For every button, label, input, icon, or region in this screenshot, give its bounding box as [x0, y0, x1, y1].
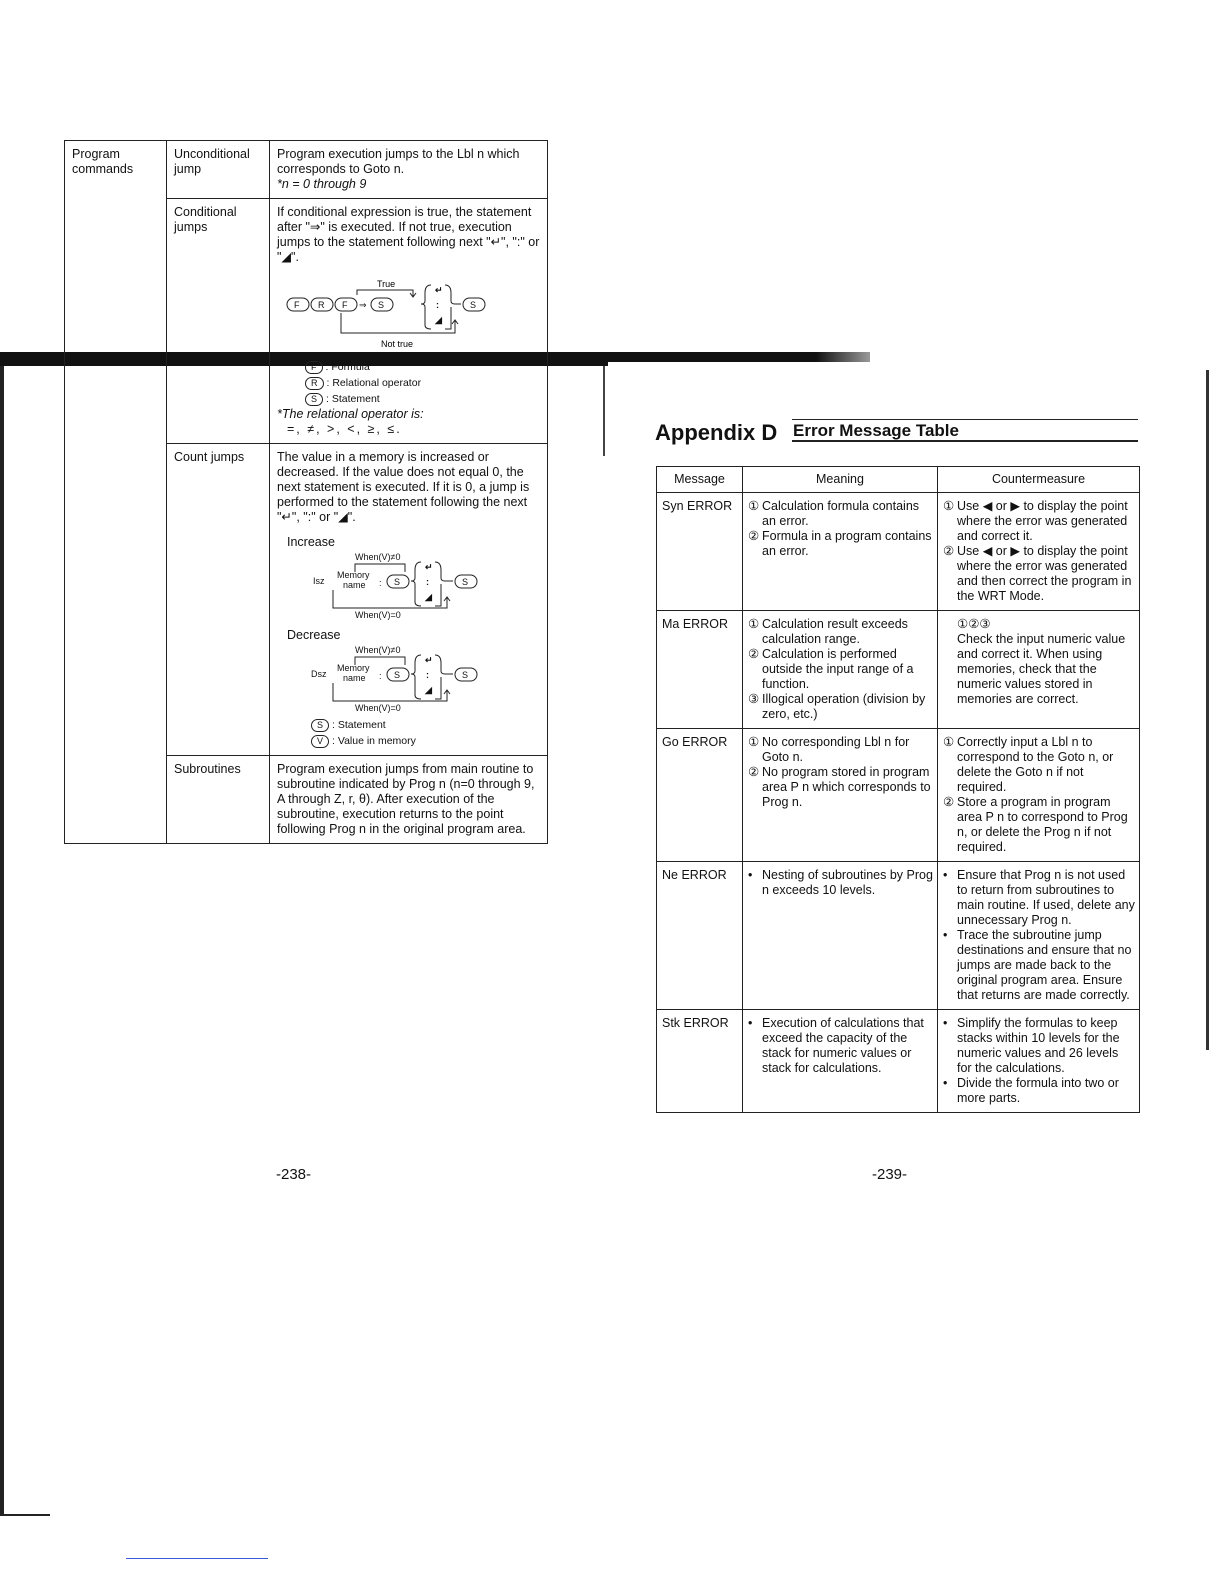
- error-meaning: [743, 729, 938, 862]
- svg-text:S: S: [462, 670, 469, 680]
- item-text: Store a program in program area P n to correspond to Prog n, or delete the Prog n if not required.: [957, 795, 1128, 854]
- svg-text:◢: ◢: [425, 592, 432, 602]
- legend-text: Statement: [331, 393, 380, 405]
- svg-text::: :: [379, 578, 382, 588]
- error-meaning: [743, 493, 938, 611]
- item-text: No program stored in program area P n which corresponds to Prog n.: [762, 765, 931, 809]
- list-item: [943, 617, 1135, 632]
- svg-text:S: S: [470, 300, 477, 310]
- table-row: [657, 862, 1140, 1010]
- bullet-marker: ①: [943, 499, 955, 513]
- bullet-marker: ②: [748, 647, 760, 661]
- table-row: [65, 141, 548, 199]
- error-message: Syn ERROR: [657, 493, 743, 611]
- list-item: [943, 499, 1135, 544]
- when-not-zero-label: When(V)≠0: [355, 552, 401, 562]
- error-message: Go ERROR: [657, 729, 743, 862]
- svg-text::: :: [426, 670, 429, 680]
- bullet-marker: [943, 617, 957, 632]
- list-item: [748, 692, 933, 722]
- when-zero-label: When(V)=0: [355, 703, 401, 713]
- item-text: ①②③: [957, 617, 991, 631]
- right-edge-rule: [1206, 370, 1209, 1050]
- dsz-diagram: [277, 643, 517, 713]
- command-name: Count jumps: [167, 444, 270, 756]
- command-name: Unconditional jump: [167, 141, 270, 199]
- error-message: Ne ERROR: [657, 862, 743, 1010]
- diagram-not-true-label: Not true: [381, 339, 414, 349]
- bullet-marker: ②: [943, 544, 955, 558]
- name-label: name: [343, 673, 366, 683]
- note-text: *The relational operator is:: [277, 407, 424, 421]
- item-text: Use ◀ or ▶ to display the point where the error was generated and correct it.: [957, 499, 1128, 543]
- note-text: *n = 0 through 9: [277, 177, 367, 191]
- list-item: [943, 1016, 1135, 1076]
- page-title: Appendix D: [655, 420, 778, 445]
- page-subtitle: Error Message Table: [793, 421, 959, 440]
- legend-item: S : Statement: [311, 717, 540, 733]
- key-icon: R: [305, 377, 324, 390]
- command-description: Program execution jumps from main routine to subroutine indicated by Prog n (n=0 through 9, A through Z, r, θ). After execution of the subroutine, execution returns to the point following Prog n in the original program area.: [270, 756, 548, 844]
- key-icon: V: [311, 735, 329, 748]
- bullet-marker: •: [943, 928, 948, 942]
- list-item: [943, 1076, 1135, 1106]
- header-message: Message: [657, 467, 743, 493]
- bullet-marker: ①: [748, 499, 760, 513]
- key-icon: S: [305, 393, 323, 406]
- item-text: Formula in a program contains an error.: [762, 529, 932, 558]
- svg-text:S: S: [394, 577, 401, 587]
- error-countermeasure: [938, 862, 1140, 1010]
- command-name: Subroutines: [167, 756, 270, 844]
- svg-text:S: S: [462, 577, 469, 587]
- error-message: Ma ERROR: [657, 611, 743, 729]
- dsz-label: Dsz: [311, 669, 327, 679]
- increase-label: Increase: [287, 535, 335, 549]
- legend-list: [305, 359, 540, 407]
- command-description: [270, 199, 548, 444]
- svg-text::: :: [379, 671, 382, 681]
- svg-text:S: S: [394, 670, 401, 680]
- table-row: [657, 493, 1140, 611]
- legend-text: Relational operator: [332, 377, 422, 389]
- conditional-jump-diagram: [285, 273, 525, 351]
- legend-text: Formula: [331, 361, 370, 373]
- svg-text::: :: [426, 577, 429, 587]
- svg-text:↵: ↵: [425, 562, 433, 572]
- table-row: [657, 1010, 1140, 1113]
- legend-list: [311, 717, 540, 749]
- item-text: Check the input numeric value and correct it. When using memories, check that the numeric values stored in memories are correct.: [957, 632, 1126, 706]
- item-text: Illogical operation (division by zero, etc.): [762, 692, 926, 721]
- header-row: [657, 467, 1140, 493]
- key-icon: S: [311, 719, 329, 732]
- title-rule-top: [792, 419, 1138, 420]
- header-meaning: Meaning: [743, 467, 938, 493]
- item-text: Calculation is performed outside the input range of a function.: [762, 647, 914, 691]
- list-item: [748, 499, 933, 529]
- bottom-link-underline: [126, 1558, 268, 1559]
- item-text: Correctly input a Lbl n to correspond to the Goto n, or delete the Goto n if not required.: [957, 735, 1114, 794]
- item-text: Use ◀ or ▶ to display the point where the error was generated and then correct the program in the WRT Mode.: [957, 544, 1132, 603]
- item-text: Trace the subroutine jump destinations and ensure that no jumps are made back to the original program area. Ensure that returns are made correctly.: [957, 928, 1132, 1002]
- legend-text: Statement: [337, 719, 386, 731]
- list-item: [943, 868, 1135, 928]
- svg-text::: :: [436, 300, 439, 310]
- svg-text:↵: ↵: [435, 285, 443, 295]
- bullet-marker: •: [748, 1016, 753, 1030]
- item-text: Simplify the formulas to keep stacks within 10 levels for the numeric values and 26 levels for the calculations.: [957, 1016, 1120, 1075]
- bullet-marker: •: [943, 868, 948, 882]
- svg-text:S: S: [378, 300, 385, 310]
- item-text: Ensure that Prog n is not used to return from subroutines to main routine. If used, delete any unnecessary Prog n.: [957, 868, 1135, 927]
- list-item: [748, 529, 933, 559]
- list-item: [748, 647, 933, 692]
- header-countermeasure: Countermeasure: [938, 467, 1140, 493]
- table-row: [657, 729, 1140, 862]
- section-cell: Program commands: [65, 141, 167, 844]
- svg-text:◢: ◢: [435, 315, 442, 325]
- svg-text:F: F: [294, 300, 300, 310]
- svg-text:F: F: [342, 300, 348, 310]
- item-text: Nesting of subroutines by Prog n exceeds 10 levels.: [762, 868, 933, 897]
- bullet-marker: •: [943, 1076, 948, 1090]
- isz-diagram: [277, 550, 517, 620]
- item-text: Calculation result exceeds calculation range.: [762, 617, 908, 646]
- svg-text:R: R: [318, 300, 325, 310]
- command-name: Conditional jumps: [167, 199, 270, 444]
- bullet-marker: ②: [943, 795, 955, 809]
- legend-item: S : Statement: [305, 391, 540, 407]
- decrease-label: Decrease: [287, 628, 341, 642]
- diagram-true-label: True: [377, 279, 396, 289]
- bullet-marker: ①: [748, 735, 760, 749]
- bullet-marker: [943, 632, 957, 707]
- bullet-marker: ③: [748, 692, 760, 706]
- legend-item: R : Relational operator: [305, 375, 540, 391]
- error-meaning: [743, 1010, 938, 1113]
- bullet-marker: ①: [748, 617, 760, 631]
- bullet-marker: •: [943, 1016, 948, 1030]
- error-countermeasure: [938, 611, 1140, 729]
- relational-operators: =, ≠, >, <, ≥, ≤.: [287, 422, 402, 436]
- description-text: Program execution jumps to the Lbl n which corresponds to Goto n.: [277, 147, 520, 176]
- list-item: [943, 544, 1135, 604]
- left-edge-rule: [0, 366, 4, 1516]
- error-message: Stk ERROR: [657, 1010, 743, 1113]
- item-text: Execution of calculations that exceed the capacity of the stack for numeric values or stack for calculations.: [762, 1016, 924, 1075]
- command-description: [270, 444, 548, 756]
- list-item: [748, 765, 933, 810]
- svg-text:◢: ◢: [425, 685, 432, 695]
- list-item: [748, 868, 933, 898]
- list-item: [943, 735, 1135, 795]
- legend-text: Value in memory: [337, 735, 416, 747]
- list-item: [943, 928, 1135, 1003]
- isz-label: Isz: [313, 576, 325, 586]
- error-countermeasure: [938, 1010, 1140, 1113]
- list-item: [748, 617, 933, 647]
- list-item: [943, 632, 1135, 707]
- key-icon: F: [305, 361, 323, 374]
- error-meaning: [743, 611, 938, 729]
- error-countermeasure: [938, 729, 1140, 862]
- item-text: No corresponding Lbl n for Goto n.: [762, 735, 910, 764]
- item-text: Divide the formula into two or more parts.: [957, 1076, 1119, 1105]
- command-description: [270, 141, 548, 199]
- bullet-marker: ①: [943, 735, 955, 749]
- name-label: name: [343, 580, 366, 590]
- svg-text:⇒: ⇒: [359, 300, 367, 310]
- when-zero-label: When(V)=0: [355, 610, 401, 620]
- legend-item: F : Formula: [305, 359, 540, 375]
- bullet-marker: ②: [748, 529, 760, 543]
- page-number-right: -239-: [872, 1166, 908, 1183]
- error-message-table: [656, 466, 1140, 1113]
- description-text: The value in a memory is increased or decreased. If the value does not equal 0, the next statement is executed. If it is 0, a jump is performed to the statement following the next "↵", ":" or "◢".: [277, 450, 530, 524]
- page-number-left: -238-: [276, 1166, 312, 1183]
- list-item: [748, 735, 933, 765]
- bullet-marker: ②: [748, 765, 760, 779]
- memory-label: Memory: [337, 663, 370, 673]
- error-meaning: [743, 862, 938, 1010]
- right-page-top-bar: [600, 352, 870, 362]
- bullet-marker: •: [748, 868, 753, 882]
- title-rule-bottom: [792, 440, 1138, 442]
- item-text: Calculation formula contains an error.: [762, 499, 920, 528]
- when-not-zero-label: When(V)≠0: [355, 645, 401, 655]
- memory-label: Memory: [337, 570, 370, 580]
- error-countermeasure: [938, 493, 1140, 611]
- list-item: [748, 1016, 933, 1076]
- bottom-edge-rule: [0, 1514, 50, 1516]
- legend-item: V : Value in memory: [311, 733, 540, 749]
- svg-text:↵: ↵: [425, 655, 433, 665]
- page-spine: [603, 366, 605, 456]
- list-item: [943, 795, 1135, 855]
- table-row: [657, 611, 1140, 729]
- program-commands-table: [64, 140, 548, 844]
- description-text: If conditional expression is true, the statement after "⇒" is executed. If not true, execution jumps to the statement following next "↵", ":" or "◢".: [277, 205, 540, 264]
